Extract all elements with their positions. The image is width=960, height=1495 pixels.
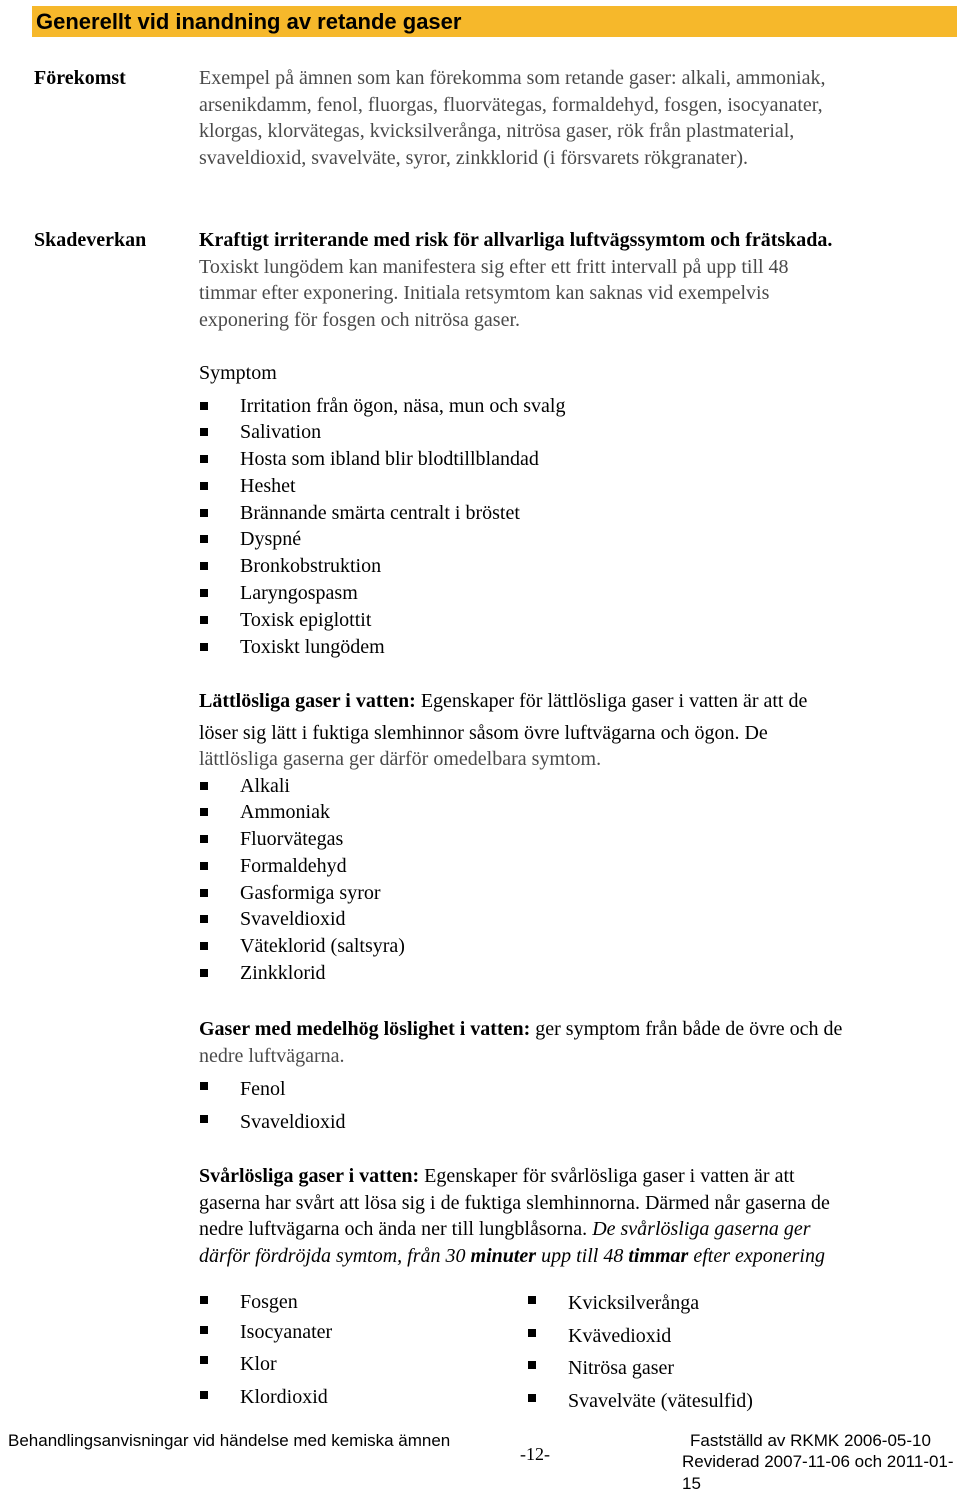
list-item: Toxiskt lungödem	[199, 634, 957, 661]
lattlosliga-line3: lättlösliga gaserna ger därför omedelbara symtom.	[199, 748, 602, 770]
list-item: Isocyanater	[199, 1317, 499, 1347]
skadeverkan-label: Skadeverkan	[34, 229, 147, 251]
lattlosliga-section	[199, 688, 957, 987]
medelhog-rest: ger symptom från både de övre och de	[530, 1018, 843, 1040]
svarlosliga-line3a: nedre luftvägarna och ända ner till lungblåsorna.	[199, 1218, 593, 1240]
footer-reviderad: Reviderad 2007-11-06 och 2011-01-15	[682, 1452, 954, 1493]
svarlosliga-line4e: efter exponering	[688, 1244, 825, 1267]
symptom-section	[199, 360, 957, 660]
list-item: Dyspné	[199, 526, 957, 553]
list-item: Fenol	[199, 1073, 957, 1106]
skadeverkan-line: exponering för fosgen och nitrösa gaser.	[199, 308, 521, 331]
forekomst-line: Exempel på ämnen som kan förekomma som retande gaser: alkali, ammoniak,	[199, 67, 826, 89]
list-item: Laryngospasm	[199, 580, 957, 607]
list-item: Kvicksilverånga	[527, 1287, 947, 1320]
list-item: Salivation	[199, 419, 957, 446]
svarlosliga-line4a: därför fördröjda symtom, från 30	[199, 1244, 471, 1267]
svarlosliga-line4b: minuter	[470, 1244, 537, 1267]
list-item: Alkali	[199, 773, 957, 800]
page-number: -12-	[520, 1444, 550, 1464]
svarlosliga-lead: Svårlösliga gaser i vatten:	[199, 1165, 420, 1187]
section-title: Generellt vid inandning av retande gaser	[36, 9, 462, 34]
svarlosliga-section	[199, 1163, 957, 1269]
list-item: Brännande smärta centralt i bröstet	[199, 500, 957, 527]
list-item: Ammoniak	[199, 799, 957, 826]
forekomst-text	[199, 65, 957, 171]
skadeverkan-headline: Kraftigt irriterande med risk för allvarliga luftvägssymtom och frätskada.	[199, 229, 833, 251]
svarlosliga-line4c: upp till 48	[536, 1244, 629, 1267]
list-item: Klor	[199, 1347, 499, 1382]
svarlosliga-list-col2	[527, 1287, 947, 1417]
list-item: Toxisk epiglottit	[199, 607, 957, 634]
symptom-heading: Symptom	[199, 362, 277, 384]
svarlosliga-list-col1	[199, 1287, 499, 1412]
forekomst-line: svaveldioxid, svavelväte, syror, zinkklorid (i försvarets rökgranater).	[199, 146, 749, 169]
list-item: Svaveldioxid	[199, 906, 957, 933]
forekomst-line: arsenikdamm, fenol, fluorgas, fluorvätegas, formaldehyd, fosgen, isocyanater,	[199, 93, 823, 116]
lattlosliga-line2: löser sig lätt i fuktiga slemhinnor såsom övre luftvägarna och ögon. De	[199, 721, 768, 744]
lattlosliga-lead: Lättlösliga gaser i vatten:	[199, 690, 416, 712]
list-item: Gasformiga syror	[199, 880, 957, 907]
footer-left: Behandlingsanvisningar vid händelse med kemiska ämnen	[8, 1431, 451, 1450]
list-item: Nitrösa gaser	[527, 1352, 947, 1385]
medelhog-section	[199, 1016, 957, 1139]
svarlosliga-line2: gaserna har svårt att lösa sig i de fuktiga slemhinnorna. Därmed når gaserna de	[199, 1191, 830, 1214]
svarlosliga-rest: Egenskaper för svårlösliga gaser i vatten är att	[419, 1165, 795, 1187]
lattlosliga-rest: Egenskaper för lättlösliga gaser i vatten är att de	[415, 690, 808, 712]
skadeverkan-line: Toxiskt lungödem kan manifestera sig efter ett fritt intervall på upp till 48	[199, 255, 789, 278]
list-item: Hosta som ibland blir blodtillblandad	[199, 446, 957, 473]
section-header	[32, 6, 957, 37]
list-item: Bronkobstruktion	[199, 553, 957, 580]
footer-fastställd: Fastställd av RKMK 2006-05-10	[690, 1431, 931, 1450]
medelhog-list	[199, 1073, 957, 1139]
list-item: Heshet	[199, 473, 957, 500]
medelhog-line2: nedre luftvägarna.	[199, 1044, 345, 1067]
list-item: Zinkklorid	[199, 960, 957, 987]
forekomst-label: Förekomst	[34, 67, 126, 89]
medelhog-lead: Gaser med medelhög löslighet i vatten:	[199, 1018, 531, 1040]
list-item: Fluorvätegas	[199, 826, 957, 853]
svarlosliga-line4d: timmar	[628, 1244, 689, 1267]
list-item: Formaldehyd	[199, 853, 957, 880]
lattlosliga-list	[199, 773, 957, 987]
svarlosliga-line3b: De svårlösliga gaserna ger	[592, 1218, 811, 1240]
list-item: Klordioxid	[199, 1382, 499, 1412]
list-item: Fosgen	[199, 1287, 499, 1317]
list-item: Svaveldioxid	[199, 1106, 957, 1139]
symptom-list	[199, 393, 957, 661]
skadeverkan-line: timmar efter exponering. Initiala retsymtom kan saknas vid exempelvis	[199, 282, 770, 304]
list-item: Väteklorid (saltsyra)	[199, 933, 957, 960]
forekomst-line: klorgas, klorvätegas, kvicksilverånga, nitrösa gaser, rök från plastmaterial,	[199, 120, 795, 142]
list-item: Kvävedioxid	[527, 1320, 947, 1353]
skadeverkan-text	[199, 227, 957, 333]
list-item: Svavelväte (vätesulfid)	[527, 1385, 947, 1418]
list-item: Irritation från ögon, näsa, mun och svalg	[199, 393, 957, 420]
